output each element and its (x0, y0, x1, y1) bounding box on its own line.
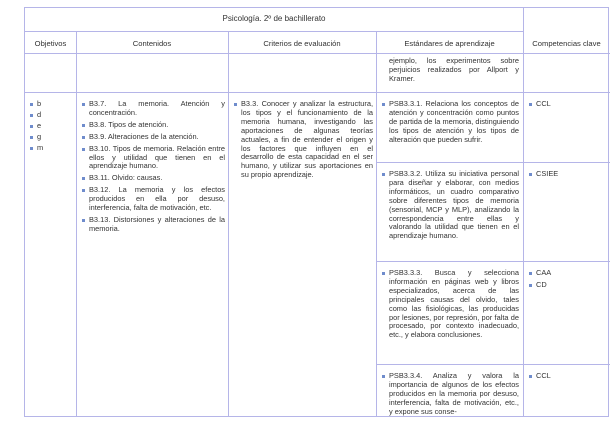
competencia-item: CSIEE (528, 170, 608, 179)
column-divider (228, 31, 229, 416)
contenidos-cell (81, 100, 225, 237)
competencias-cell-4 (528, 372, 608, 384)
header-estandares: Estándares de aprendizaje (404, 39, 495, 48)
estandar-item: PSB3.3.4. Analiza y valora la importancia de algunos de los efectos producidos en la memoria por desuso, interferencia, falta de motivación, etc., y expone sus conse- (381, 372, 519, 417)
competencia-item: CCL (528, 100, 608, 109)
competencia-item: CCL (528, 372, 608, 381)
header-contenidos: Contenidos (132, 39, 172, 48)
contenido-item: B3.8. Tipos de atención. (81, 121, 225, 130)
objetivo-item: m (29, 144, 73, 153)
row-divider (376, 364, 610, 365)
estandar-cell-2 (381, 170, 519, 244)
row-divider (25, 53, 610, 54)
contenido-item: B3.10. Tipos de memoria. Relación entre ellos y utilidad que tienen en el aprendizaje humano. (81, 145, 225, 172)
competencia-item: CD (528, 281, 608, 290)
column-divider (523, 8, 524, 416)
criterios-cell (233, 100, 373, 183)
objetivo-item: d (29, 111, 73, 120)
estandar-cell-4 (381, 372, 519, 420)
contenido-item: B3.9. Alteraciones de la atención. (81, 133, 225, 142)
criterio-item: B3.3. Conocer y analizar la estructura, los tipos y el funcionamiento de la memoria humana, investigando las aportaciones de algunas teorías actuales, a fin de entender el origen y los factores que influyen en el desarrollo de esta capacidad en el ser humano, y utilizar sus aportaciones en su propio aprendizaje. (233, 100, 373, 180)
competencias-cell-1 (528, 100, 608, 112)
estandar-cell-3 (381, 269, 519, 343)
objetivo-item: b (29, 100, 73, 109)
competencias-cell-2 (528, 170, 608, 182)
header-criterios: Criterios de evaluación (263, 39, 341, 48)
estandar-item: PSB3.3.2. Utiliza su iniciativa personal para diseñar y elaborar, con medios informáticos, un cuadro comparativo sobre diferentes tipos de memoria (sensorial, MCP y MLP), analizando la correspondencia entre ellas y valorando la utilidad que tienen en el aprendizaje humano. (381, 170, 519, 241)
contenido-item: B3.7. La memoria. Atención y concentración. (81, 100, 225, 118)
row-divider (25, 92, 610, 93)
row-divider (376, 261, 610, 262)
contenido-item: B3.12. La memoria y los efectos producidos en ella por desuso, interferencia, falta de motivación, etc. (81, 186, 225, 213)
column-divider (376, 31, 377, 416)
column-divider (76, 31, 77, 416)
objetivo-item: e (29, 122, 73, 131)
carryover-text: ejemplo, los experimentos sobre perjuicios realizados por Allport y Kramer. (389, 56, 519, 83)
objetivos-cell (29, 100, 73, 155)
objetivo-item: g (29, 133, 73, 142)
competencias-cell-3 (528, 269, 608, 293)
estandar-cell-1 (381, 100, 519, 148)
contenido-item: B3.11. Olvido: causas. (81, 174, 225, 183)
contenido-item: B3.13. Distorsiones y alteraciones de la memoria. (81, 216, 225, 234)
header-competencias: Competencias clave (532, 39, 601, 48)
row-divider (376, 162, 610, 163)
estandar-item: PSB3.3.1. Relaciona los conceptos de atención y concentración como puntos de partida de la memoria, distinguiendo los tipos de atención y los tipos de alteración que pueden sufrir. (381, 100, 519, 145)
competencia-item: CAA (528, 269, 608, 278)
table-title: Psicología. 2º de bachillerato (222, 14, 326, 23)
row-divider (25, 31, 523, 32)
header-objetivos: Objetivos (34, 39, 67, 48)
estandar-item: PSB3.3.3. Busca y selecciona información en páginas web y libros especializados, acerca de las principales causas del olvido, tales como las fisiológicas, las producidas por lesiones, por represión, por falta de procesado, por contexto inadecuado, etc., y elabora conclusiones. (381, 269, 519, 340)
curriculum-table (24, 7, 609, 417)
